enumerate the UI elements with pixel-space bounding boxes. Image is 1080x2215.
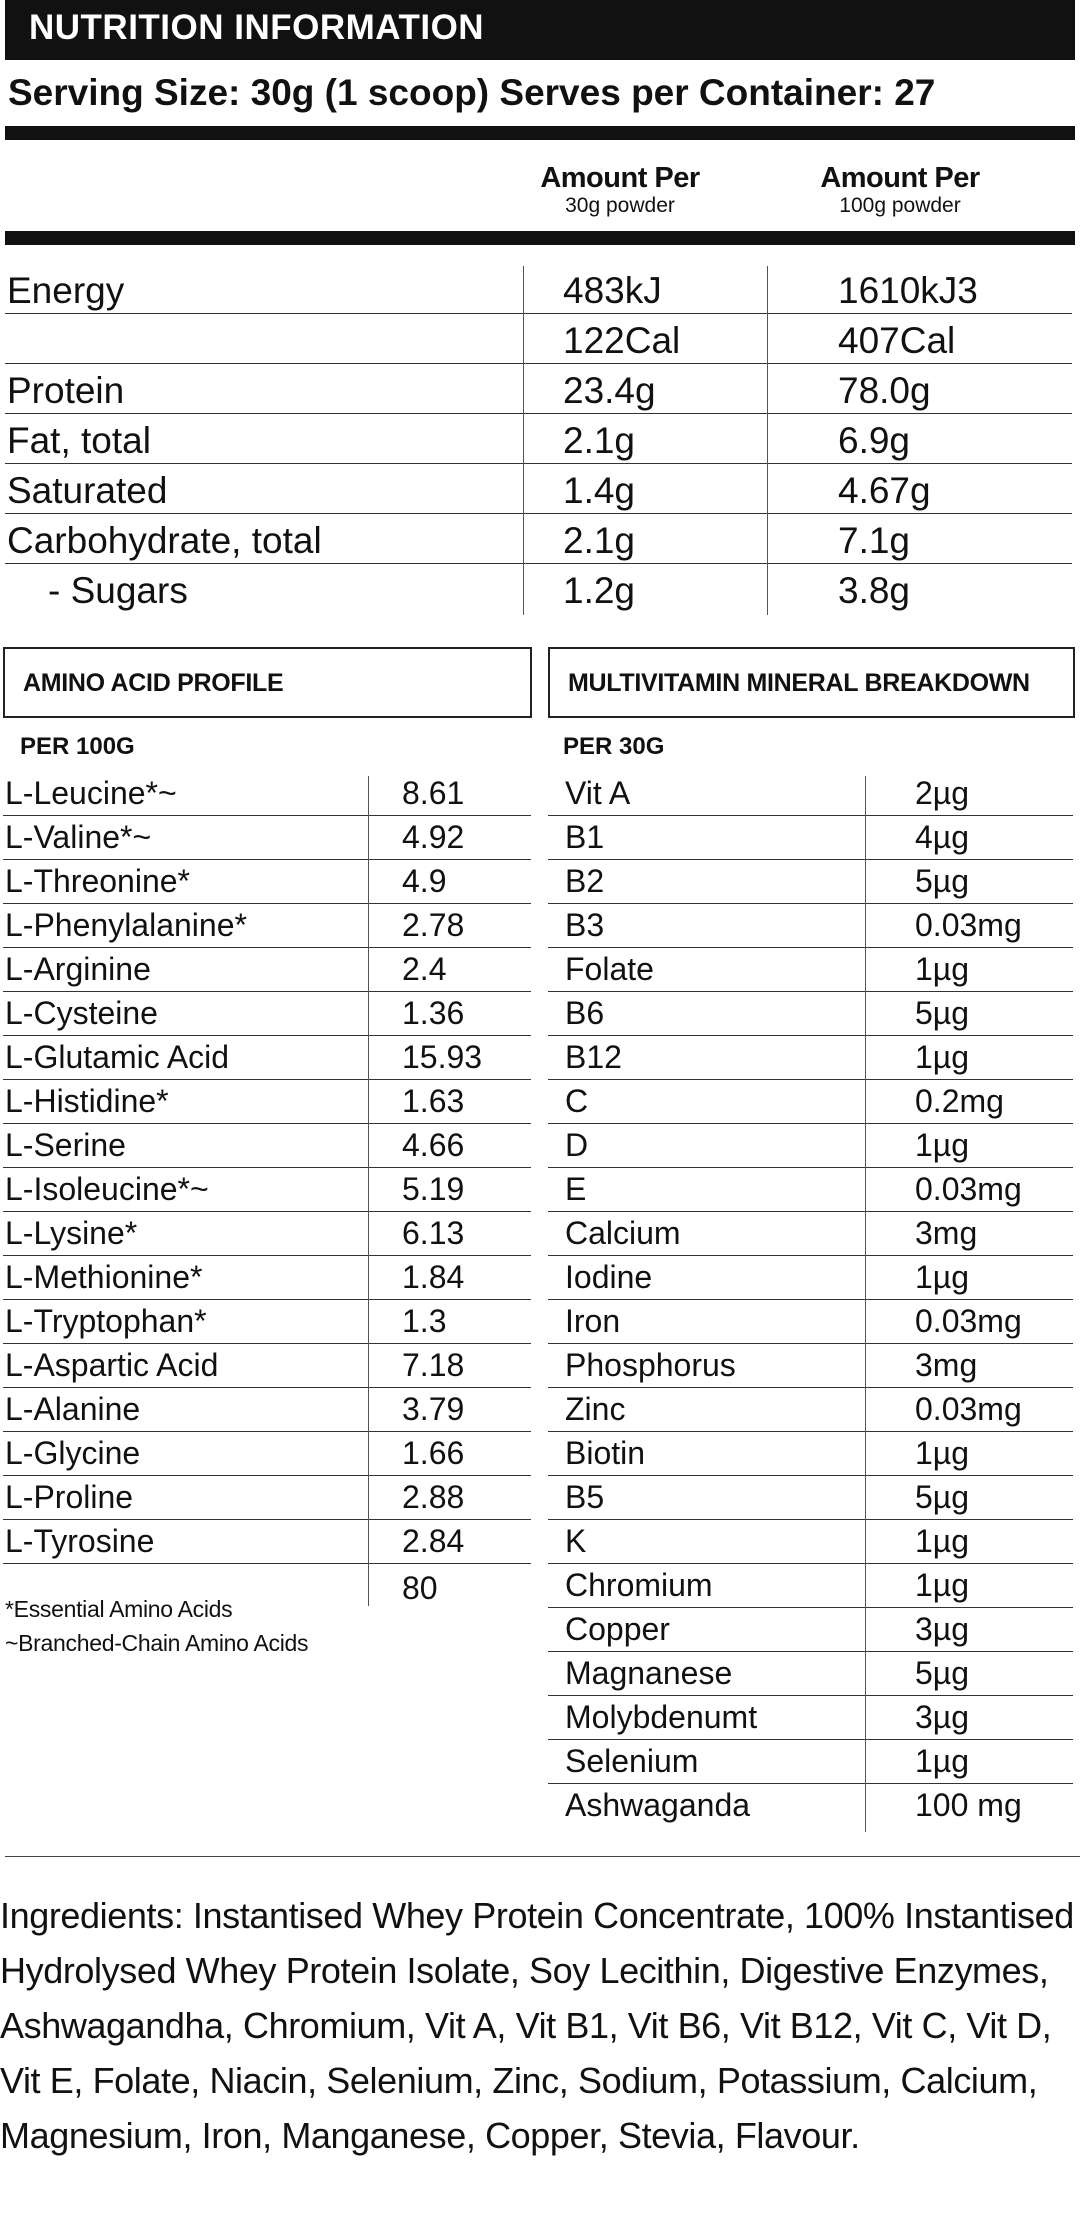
vitamin-name: B5 (565, 1479, 605, 1515)
nutrition-row (0, 564, 1080, 614)
vitamin-name: B2 (565, 863, 605, 899)
amino-title-box (3, 647, 532, 718)
vitamin-row (548, 1079, 1075, 1123)
column-header-100g: Amount Per 100g powder (820, 162, 980, 217)
amino-value: 15.93 (402, 1039, 483, 1075)
nutrient-name: Carbohydrate, total (7, 520, 322, 561)
amino-name: L-Isoleucine*~ (5, 1171, 209, 1207)
amino-title: AMINO ACID PROFILE (23, 669, 284, 697)
nutrition-row (0, 314, 1080, 364)
amino-name: L-Proline (5, 1479, 134, 1515)
nutrient-serving-value: 23.4g (563, 370, 656, 411)
nutrient-serving-value: 2.1g (563, 420, 636, 461)
amino-name: L-Leucine*~ (5, 775, 177, 811)
nutrient-name: Fat, total (7, 420, 151, 461)
nutrient-name: Saturated (7, 470, 168, 511)
amino-row (0, 991, 532, 1035)
nutrient-100g-value: 7.1g (838, 520, 911, 561)
column-divider (767, 266, 768, 615)
amino-total: 80 (402, 1570, 438, 1606)
vitamin-name: C (565, 1083, 589, 1119)
amino-row (0, 1255, 532, 1299)
amino-value: 8.61 (402, 775, 465, 811)
amino-value: 1.63 (402, 1083, 465, 1119)
amino-value: 5.19 (402, 1171, 465, 1207)
amino-name: L-Lysine* (5, 1215, 138, 1251)
vitamin-name: Iron (565, 1303, 621, 1339)
vitamin-name: B3 (565, 907, 605, 943)
vitamin-value: 3mg (915, 1347, 978, 1383)
vitamin-title: MULTIVITAMIN MINERAL BREAKDOWN (568, 669, 1030, 697)
vitamin-value: 2µg (915, 775, 970, 811)
vitamin-row (548, 903, 1075, 947)
nutrient-serving-value: 483kJ (563, 270, 662, 311)
vitamin-row (548, 1475, 1075, 1519)
nutrient-serving-value: 2.1g (563, 520, 636, 561)
vitamin-row (548, 1299, 1075, 1343)
vitamin-name: B1 (565, 819, 605, 855)
serving-info: Serving Size: 30g (1 scoop) Serves per Container: 27 (8, 72, 936, 113)
amino-name: L-Alanine (5, 1391, 141, 1427)
vitamin-value: 1µg (915, 1127, 970, 1163)
amino-name: L-Tyrosine (5, 1523, 155, 1559)
vitamin-name: D (565, 1127, 589, 1163)
amino-per-label: PER 100G (20, 733, 135, 760)
vitamin-value: 1µg (915, 1039, 970, 1075)
vitamin-value: 0.03mg (915, 1171, 1022, 1207)
vitamin-name: Vit A (565, 775, 631, 811)
vitamin-value: 0.2mg (915, 1083, 1004, 1119)
nutrition-row (0, 264, 1080, 314)
vitamin-name: E (565, 1171, 587, 1207)
nutrition-row (0, 364, 1080, 414)
amino-name: L-Tryptophan* (5, 1303, 207, 1339)
vitamin-row (548, 991, 1075, 1035)
amino-value: 1.36 (402, 995, 465, 1031)
amino-value: 1.84 (402, 1259, 465, 1295)
amino-name: L-Phenylalanine* (5, 907, 247, 943)
vitamin-row (548, 1607, 1075, 1651)
vitamin-name: Folate (565, 951, 654, 987)
nutrition-row (0, 514, 1080, 564)
amino-value: 2.84 (402, 1523, 465, 1559)
amino-value: 2.4 (402, 951, 447, 987)
vitamin-value: 3mg (915, 1215, 978, 1251)
vitamin-row (548, 1519, 1075, 1563)
column-header-serving: Amount Per 30g powder (540, 162, 700, 217)
vitamin-row (548, 1211, 1075, 1255)
divider (5, 1856, 1080, 1857)
footnote-bcaa: ~Branched-Chain Amino Acids (5, 1630, 309, 1656)
vitamin-row (548, 1035, 1075, 1079)
vitamin-row (548, 1343, 1075, 1387)
amino-name: L-Threonine* (5, 863, 190, 899)
vitamin-value: 1µg (915, 1743, 970, 1779)
nutrient-100g-value: 6.9g (838, 420, 911, 461)
nutrition-row (0, 414, 1080, 464)
amino-value: 6.13 (402, 1215, 465, 1251)
amino-row (0, 1211, 532, 1255)
vitamin-name: Zinc (565, 1391, 626, 1427)
column-divider (865, 776, 866, 1832)
vitamin-name: K (565, 1523, 587, 1559)
page-title: NUTRITION INFORMATION (29, 8, 485, 47)
vitamin-value: 1µg (915, 951, 970, 987)
vitamin-value: 1µg (915, 1259, 970, 1295)
vitamin-name: Molybdenumt (565, 1699, 758, 1735)
amino-value: 4.92 (402, 819, 465, 855)
vitamin-name: Ashwaganda (565, 1787, 751, 1823)
vitamin-title-box (548, 647, 1075, 718)
vitamin-name: Iodine (565, 1259, 653, 1295)
vitamin-value: 5µg (915, 1479, 970, 1515)
nutrient-100g-value: 407Cal (838, 320, 956, 361)
divider-thick (5, 231, 1075, 245)
amino-value: 1.3 (402, 1303, 447, 1339)
vitamin-name: B6 (565, 995, 605, 1031)
amino-row (0, 1035, 532, 1079)
amino-name: L-Arginine (5, 951, 151, 987)
amino-name: L-Methionine* (5, 1259, 203, 1295)
amino-row (0, 1475, 532, 1519)
vitamin-row (548, 1387, 1075, 1431)
amino-row (0, 815, 532, 859)
vitamin-name: Calcium (565, 1215, 681, 1251)
vitamin-value: 1µg (915, 1523, 970, 1559)
amino-name: L-Cysteine (5, 995, 158, 1031)
amino-value: 3.79 (402, 1391, 465, 1427)
vitamin-per-label: PER 30G (563, 733, 665, 760)
amino-row (0, 859, 532, 903)
amino-row (0, 947, 532, 991)
amino-row (0, 903, 532, 947)
vitamin-value: 0.03mg (915, 1391, 1022, 1427)
vitamin-value: 100 mg (915, 1787, 1022, 1823)
nutrient-100g-value: 3.8g (838, 570, 911, 611)
vitamin-row (548, 947, 1075, 991)
amino-row (0, 1343, 532, 1387)
amino-row (0, 1431, 532, 1475)
nutrient-serving-value: 122Cal (563, 320, 681, 361)
amino-row (0, 1387, 532, 1431)
nutrient-name: - Sugars (48, 570, 188, 611)
amino-value: 1.66 (402, 1435, 465, 1471)
vitamin-name: Selenium (565, 1743, 699, 1779)
vitamin-name: Chromium (565, 1567, 713, 1603)
column-divider (523, 266, 524, 615)
vitamin-value: 4µg (915, 819, 970, 855)
vitamin-row (548, 1783, 1075, 1827)
vitamin-row (548, 1431, 1075, 1475)
nutrient-100g-value: 4.67g (838, 470, 931, 511)
vitamin-value: 0.03mg (915, 907, 1022, 943)
amino-row (0, 1123, 532, 1167)
nutrient-name: Energy (7, 270, 125, 311)
vitamin-row (548, 1563, 1075, 1607)
vitamin-value: 5µg (915, 1655, 970, 1691)
amino-name: L-Serine (5, 1127, 126, 1163)
vitamin-name: Magnanese (565, 1655, 733, 1691)
amino-row (0, 1167, 532, 1211)
amino-name: L-Aspartic Acid (5, 1347, 219, 1383)
amino-row (0, 1299, 532, 1343)
vitamin-name: B12 (565, 1039, 622, 1075)
vitamin-name: Biotin (565, 1435, 646, 1471)
vitamin-row (548, 1695, 1075, 1739)
amino-row (0, 771, 532, 815)
vitamin-row (548, 859, 1075, 903)
vitamin-value: 3µg (915, 1611, 970, 1647)
nutrient-name: Protein (7, 370, 125, 411)
amino-value: 2.88 (402, 1479, 465, 1515)
vitamin-name: Copper (565, 1611, 670, 1647)
ingredients-text: Ingredients: Instantised Whey Protein Concentrate, 100% Instantised Hydrolysed Whey Protein Isolate, Soy Lecithin, Digestive Enzymes, Ashwagandha, Chromium, Vit A, Vit B1, Vit B6, Vit B12, Vit C, Vit D, Vit E, Folate, Niacin, Selenium, Zinc, Sodium, Potassium, Calcium, Magnesium, Iron, Manganese, Copper, Stevia, Flavour. (0, 1895, 1074, 2156)
vitamin-row (548, 1167, 1075, 1211)
vitamin-value: 5µg (915, 995, 970, 1031)
vitamin-name: Phosphorus (565, 1347, 736, 1383)
nutrient-serving-value: 1.2g (563, 570, 636, 611)
amino-value: 4.9 (402, 863, 447, 899)
amino-name: L-Histidine* (5, 1083, 169, 1119)
vitamin-value: 5µg (915, 863, 970, 899)
vitamin-row (548, 1651, 1075, 1695)
vitamin-row (548, 815, 1075, 859)
amino-name: L-Glutamic Acid (5, 1039, 230, 1075)
nutrient-serving-value: 1.4g (563, 470, 636, 511)
nutrition-row (0, 464, 1080, 514)
amino-value: 7.18 (402, 1347, 465, 1383)
amino-name: L-Glycine (5, 1435, 141, 1471)
row-divider (3, 1563, 531, 1564)
header-bar (5, 0, 1075, 60)
vitamin-value: 1µg (915, 1435, 970, 1471)
nutrient-100g-value: 1610kJ3 (838, 270, 978, 311)
footnote-essential: *Essential Amino Acids (5, 1596, 233, 1622)
column-divider (368, 776, 369, 1606)
vitamin-row (548, 1255, 1075, 1299)
vitamin-value: 0.03mg (915, 1303, 1022, 1339)
vitamin-row (548, 1739, 1075, 1783)
vitamin-value: 1µg (915, 1567, 970, 1603)
vitamin-row (548, 1123, 1075, 1167)
amino-value: 2.78 (402, 907, 465, 943)
divider-thick (5, 126, 1075, 140)
amino-name: L-Valine*~ (5, 819, 152, 855)
vitamin-value: 3µg (915, 1699, 970, 1735)
vitamin-row (548, 771, 1075, 815)
amino-row (0, 1519, 532, 1563)
nutrient-100g-value: 78.0g (838, 370, 931, 411)
amino-row (0, 1079, 532, 1123)
amino-value: 4.66 (402, 1127, 465, 1163)
